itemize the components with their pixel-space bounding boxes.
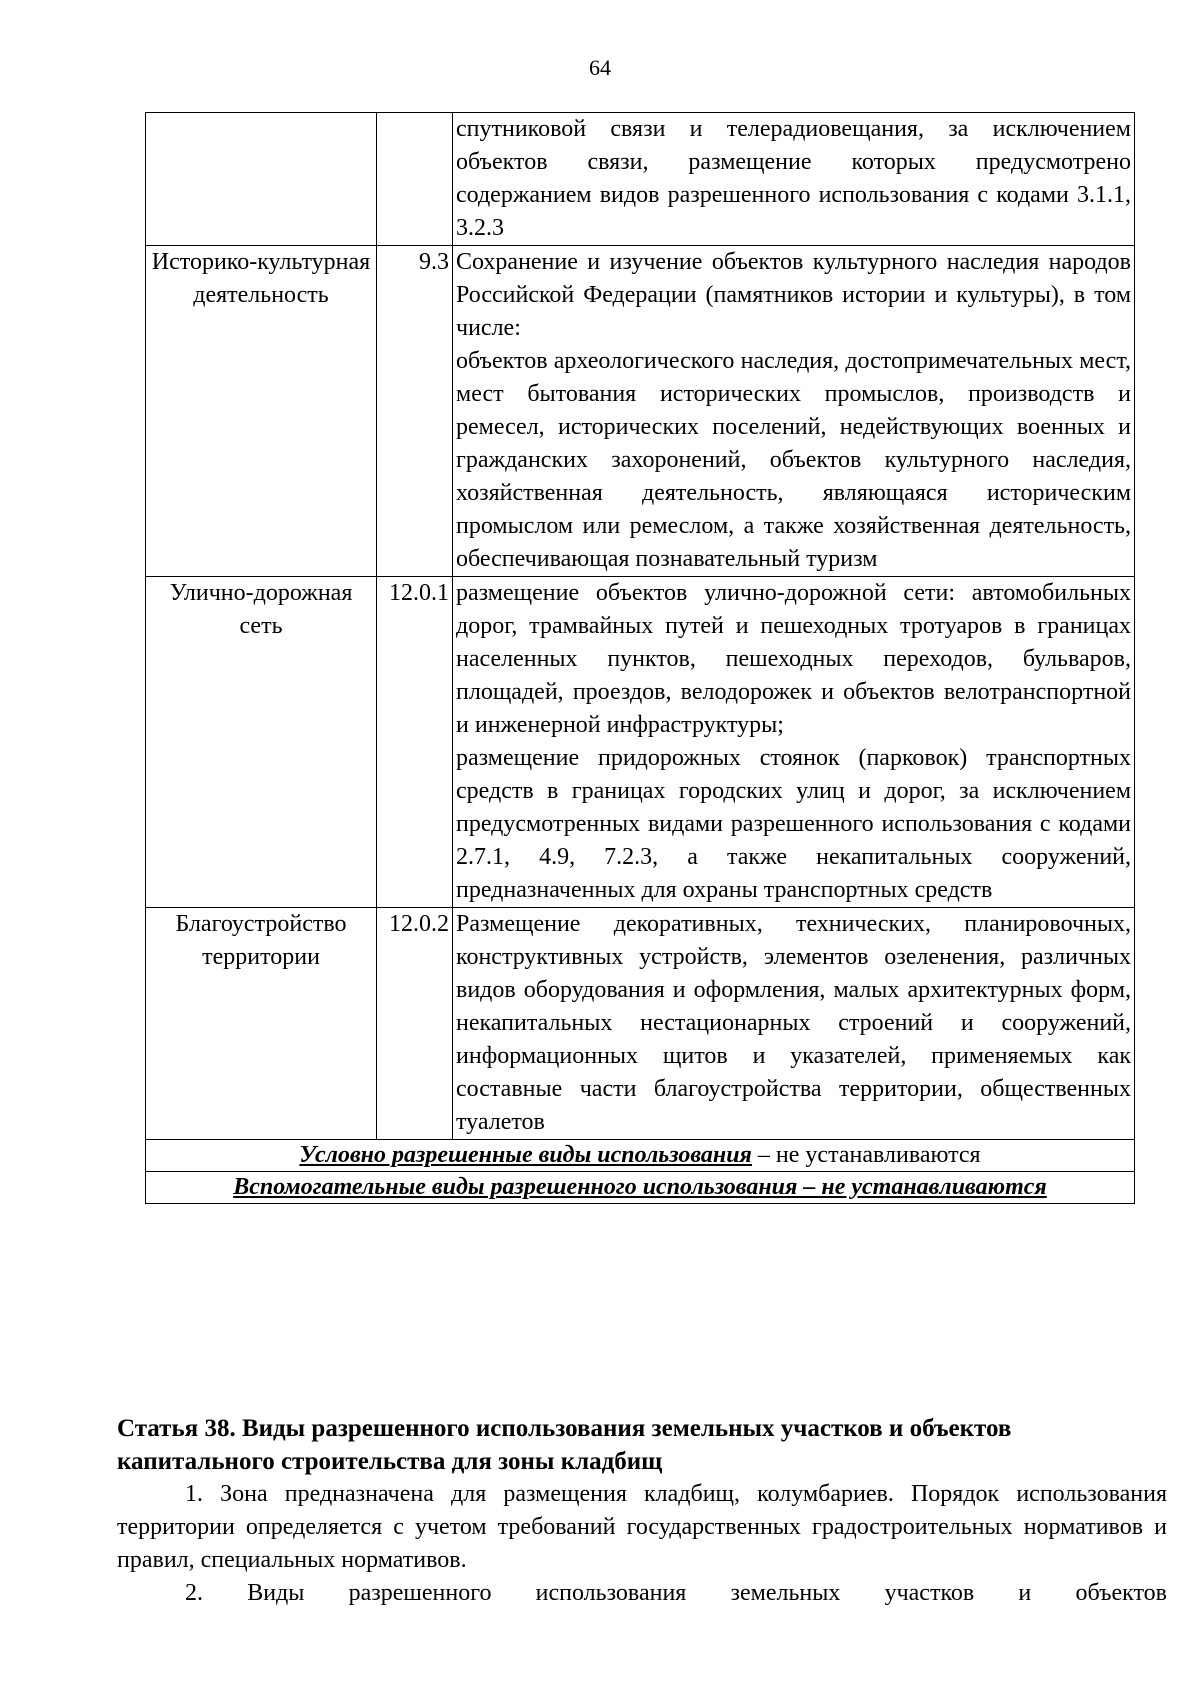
use-type-code: 12.0.1 (377, 577, 453, 908)
description-paragraph: Размещение декоративных, технических, планировочных, конструктивных устройств, элементов озеленения, различных видов оборудования и оформления, малых архитектурных форм, некапитальных нестационарных строений и сооружений, информационных щитов и указателей, применяемых как составные части благоустройства территории, общественных туалетов (456, 911, 1131, 1135)
conditional-uses-value: – не устанавливаются (751, 1142, 981, 1168)
description-paragraph: объектов археологического наследия, достопримечательных мест, мест бытования исторических промыслов, производств и ремесел, исторических поселений, недействующих военных и гражданских захоронений, объектов культурного наследия, хозяйственная деятельность, являющаяся историческим промыслом или ремеслом, а также хозяйственная деятельность, обеспечивающая познавательный туризм (456, 348, 1131, 572)
use-type-code: 12.0.2 (377, 908, 453, 1140)
auxiliary-uses-label: Вспомогательные виды разрешенного использования – не устанавливаются (233, 1174, 1047, 1200)
conditional-uses-row (146, 1140, 1135, 1172)
page-number: 64 (589, 55, 611, 80)
use-type-description (453, 113, 1135, 246)
use-type-description (453, 577, 1135, 908)
description-paragraph: размещение объектов улично-дорожной сети: автомобильных дорог, трамвайных путей и пешеходных тротуаров в границах населенных пунктов, пешеходных переходов, бульваров, площадей, проездов, велодорожек и объектов велотранспортной и инженерной инфраструктуры; (456, 580, 1131, 738)
article-paragraph: 1. Зона предназначена для размещения кладбищ, колумбариев. Порядок использования территории определяется с учетом требований государственных градостроительных нормативов и правил, специальных нормативов. (117, 1481, 1167, 1573)
table-row (146, 113, 1135, 246)
use-type-code (377, 113, 453, 246)
auxiliary-uses-row (146, 1172, 1135, 1204)
table-row (146, 577, 1135, 908)
description-paragraph: спутниковой связи и телерадиовещания, за исключением объектов связи, размещение которых предусмотрено содержанием видов разрешенного использования с кодами 3.1.1, 3.2.3 (456, 116, 1131, 241)
use-type-description (453, 246, 1135, 577)
land-use-table (145, 112, 1135, 1204)
conditional-uses-label: Условно разрешенные виды использования (299, 1142, 752, 1168)
use-type-name: Историко-культурная деятельность (146, 246, 377, 577)
auxiliary-uses-cell (146, 1172, 1135, 1204)
article-heading: Статья 38. Виды разрешенного использования земельных участков и объектов капитального строительства для зоны кладбищ (117, 1415, 1012, 1475)
description-paragraph: размещение придорожных стоянок (парковок) транспортных средств в границах городских улиц и дорог, за исключением предусмотренных видами разрешенного использования с кодами 2.7.1, 4.9, 7.2.3, а также некапитальных сооружений, предназначенных для охраны транспортных средств (456, 745, 1131, 903)
use-type-name: Благоустройство территории (146, 908, 377, 1140)
table-row (146, 908, 1135, 1140)
use-type-name (146, 113, 377, 246)
description-paragraph: Сохранение и изучение объектов культурного наследия народов Российской Федерации (памятников истории и культуры), в том числе: (456, 249, 1131, 341)
use-type-description (453, 908, 1135, 1140)
use-type-code: 9.3 (377, 246, 453, 577)
table-row (146, 246, 1135, 577)
use-type-name: Улично-дорожная сеть (146, 577, 377, 908)
article-paragraph: 2. Виды разрешенного использования земельных участков и объектов (185, 1580, 1167, 1606)
conditional-uses-cell (146, 1140, 1135, 1172)
